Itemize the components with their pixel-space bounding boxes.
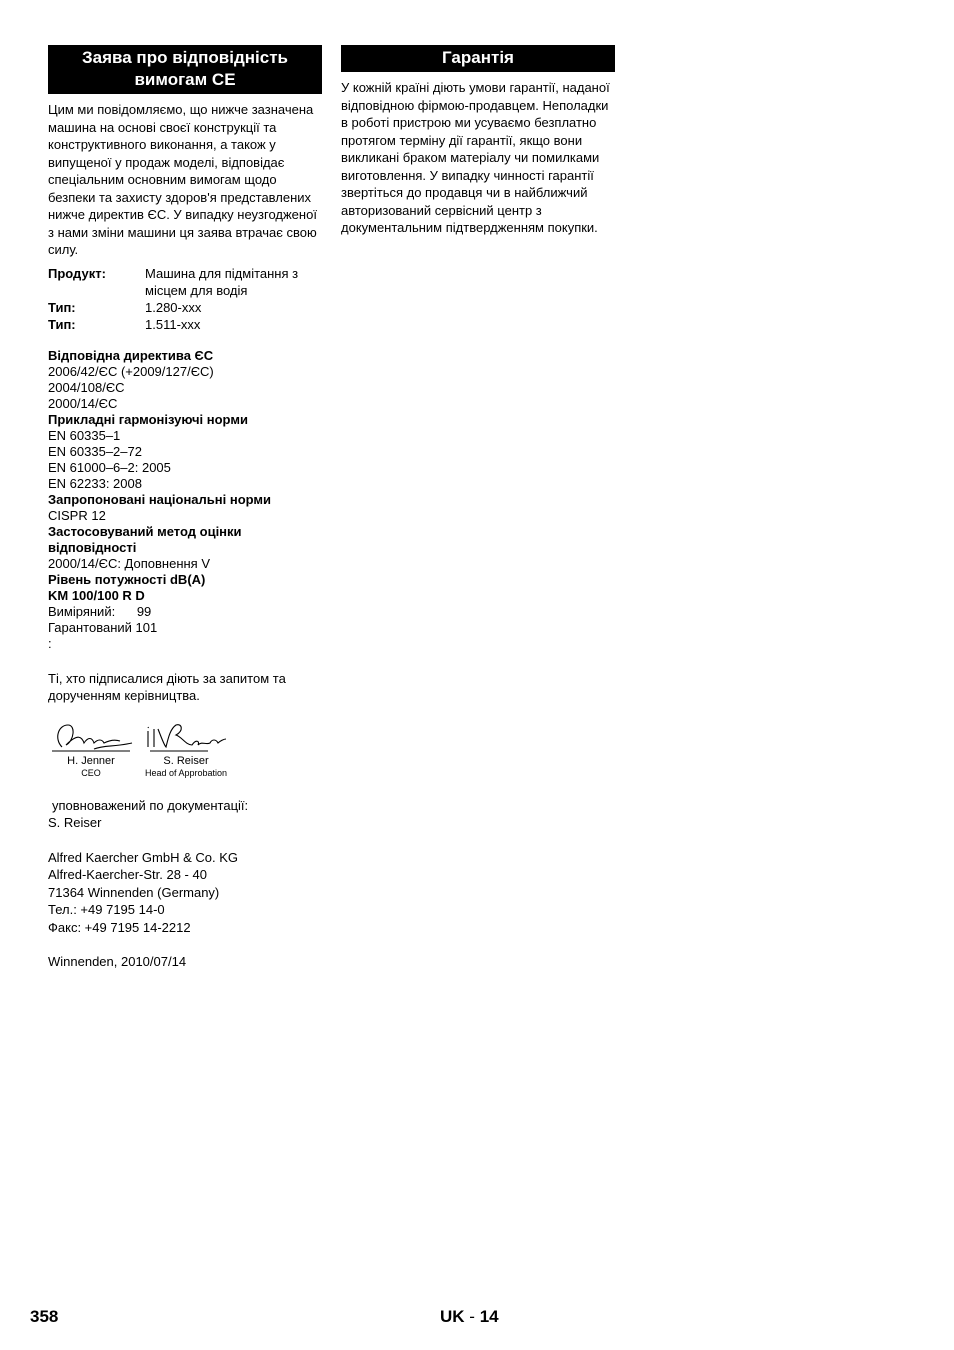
- signature-jenner: [48, 719, 134, 779]
- handwritten-signature-icon: [48, 719, 134, 755]
- declaration-heading: Заява про відповідність вимогам CE: [48, 45, 322, 94]
- section-page-number: 14: [479, 1307, 499, 1326]
- national-item: CISPR 12: [48, 507, 106, 523]
- product-spec-table: [48, 265, 322, 333]
- directives-heading: Відповідна директива ЄС: [48, 347, 214, 363]
- company-line: Тел.: +49 7195 14-0: [48, 902, 165, 917]
- product-value: Машина для підмітання з місцем для водія: [145, 265, 299, 298]
- harmonized-item: EN 62233: 2008: [48, 475, 142, 491]
- page-number: 358: [30, 1307, 59, 1326]
- signer-name: H. Jenner: [67, 754, 115, 767]
- harmonized-item: EN 60335–2–72: [48, 443, 142, 459]
- guaranteed-value: 101: [135, 619, 158, 635]
- signer-role: Head of Approbation: [144, 767, 228, 778]
- method-heading: Застосовуваний метод оцінки відповідності: [48, 523, 242, 555]
- national-heading: Запропоновані національні норми: [48, 491, 272, 507]
- declaration-column: [48, 45, 322, 971]
- signer-role: CEO: [81, 767, 101, 778]
- handwritten-signature-icon: [136, 719, 236, 755]
- power-heading: Рівень потужності dB(A): [48, 571, 206, 587]
- harmonized-item: EN 60335–1: [48, 427, 121, 443]
- type-value: 1.280-xxx: [145, 299, 202, 315]
- declaration-intro: Цим ми повідомляємо, що нижче зазначена машина на основі своєї конструкції та конструктивного виконання, а також у випущеної у продаж моделі, відповідає спеціальним основним вимогам щодо безпеки та захисту здоров'я представлених нижче директив ЄС. У випадку неузгодженої з нами зміни машини ця заява втрачає свою силу.: [48, 102, 317, 257]
- signer-name: S. Reiser: [163, 754, 209, 767]
- place-date: Winnenden, 2010/07/14: [48, 954, 187, 969]
- guaranteed-label: Гарантований: [48, 619, 132, 635]
- model-name: KM 100/100 R D: [48, 587, 145, 603]
- guaranteed-row: [48, 620, 322, 636]
- measured-row: [48, 604, 322, 620]
- product-row: [48, 265, 322, 299]
- authorized-block: [48, 797, 322, 832]
- signers-note: Ті, хто підписалися діють за запитом та дорученням керівництва.: [48, 670, 286, 703]
- language-code: UK: [440, 1307, 465, 1326]
- company-line: Alfred Kaercher GmbH & Co. KG: [48, 849, 239, 865]
- warranty-column: [341, 45, 615, 237]
- measured-value: 99: [136, 603, 152, 619]
- directive-item: 2000/14/ЄС: [48, 395, 118, 411]
- colon-line: :: [48, 635, 52, 651]
- type-label: Тип:: [48, 299, 76, 315]
- section-page-label: [440, 1306, 499, 1328]
- footer-separator: -: [469, 1307, 475, 1326]
- harmonized-item: EN 61000–6–2: 2005: [48, 459, 171, 475]
- signature-reiser: [136, 719, 236, 779]
- type-row: [48, 316, 322, 333]
- measured-label: Виміряний:: [48, 603, 116, 619]
- warranty-text: У кожній країні діють умови гарантії, наданої відповідною фірмою-продавцем. Неполадки в роботі пристрою ми усуваємо безплатно протягом терміну дії гарантії, якщо вони викликані браком матеріалу чи помилками виготовлення. У випадку чинності гарантії звертіться до продавця чи в найближчий авторизований сервісний центр з документальним підтвердженням покупки.: [341, 80, 610, 235]
- authorized-label: уповноважений по документації:: [52, 797, 249, 813]
- product-label: Продукт:: [48, 265, 106, 281]
- directive-item: 2006/42/ЄС (+2009/127/ЄС): [48, 363, 214, 379]
- method-item: 2000/14/ЄС: Доповнення V: [48, 555, 211, 571]
- signatures-area: [48, 719, 322, 783]
- directive-item: 2004/108/ЄС: [48, 379, 125, 395]
- company-line: Alfred-Kaercher-Str. 28 - 40: [48, 867, 207, 882]
- type-label: Тип:: [48, 316, 76, 332]
- type-value: 1.511-xxx: [145, 316, 201, 332]
- company-address: [48, 849, 322, 937]
- harmonized-heading: Прикладні гармонізуючі норми: [48, 411, 248, 427]
- standards-block: [48, 348, 322, 652]
- warranty-heading: Гарантія: [341, 45, 615, 72]
- company-line: 71364 Winnenden (Germany): [48, 884, 220, 900]
- type-row: [48, 299, 322, 316]
- company-line: Факс: +49 7195 14-2212: [48, 919, 191, 935]
- authorized-name: S. Reiser: [48, 815, 102, 830]
